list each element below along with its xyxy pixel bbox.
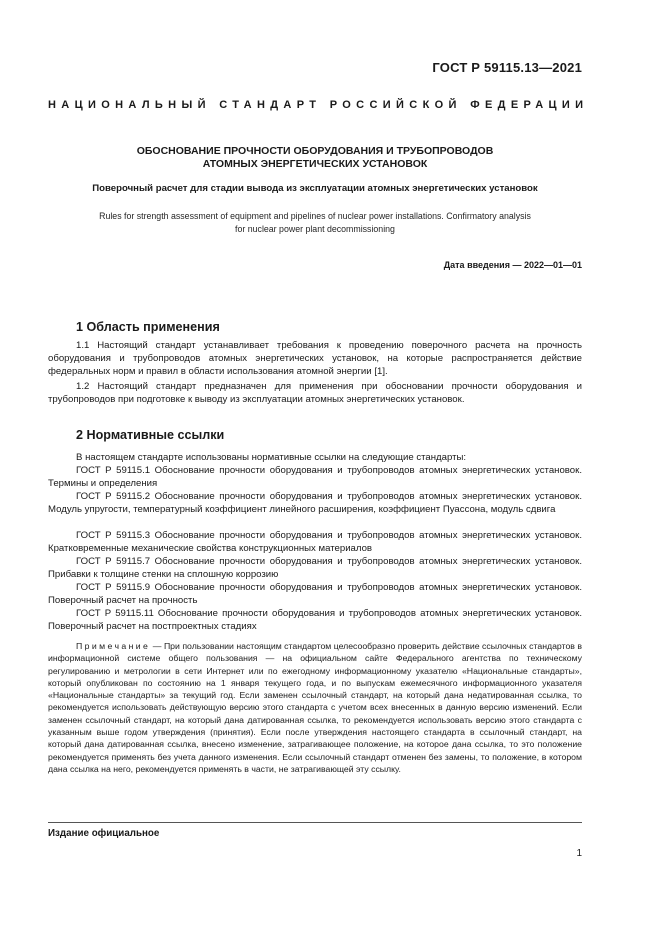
note-text: — При пользовании настоящим стандартом целесообразно проверить действие ссылочных стандартов в информационной системе общего пользования — на официальном сайте Федерального агентства по техническому регулированию и метрологии в сети Интернет или по ежегодному информационному указателю «Национальные стандарты», который опубликован по состоянию на 1 января текущего года, и по выпускам ежемесячного информационного указателя «Национальные стандарты» за текущий год. Если заменен ссылочный стандарт, на который дана недатированная ссылка, то рекомендуется использовать действующую версию этого стандарта с учетом всех внесенных в данную версию изменений. Если заменен ссылочный стандарт, на который дана датированная ссылка, то рекомендуется использовать версию этого стандарта с указанным выше годом утверждения (принятия). Если после утверждения настоящего стандарта в ссылочный стандарт, на который дана датированная ссылка, внесено изменение, затрагивающее положение, на которое дана ссылка, то это положение рекомендуется применять без учета данного изменения. Если ссылочный стандарт отменен без замены, то положение, в котором дана ссылка на него, рекомендуется применять в части, не затрагивающей эту ссылку. [48, 641, 582, 774]
introduction-date: Дата введения — 2022—01—01 [443, 260, 582, 270]
reference-text: ГОСТ Р 59115.3 Обоснование прочности оборудования и трубопроводов атомных энергетических установок. Кратковременные механические свойства конструкционных материалов [48, 530, 582, 554]
english-title-line-2: for nuclear power plant decommissioning [235, 223, 395, 234]
section-1-paragraph-2 [48, 381, 582, 407]
page-number: 1 [576, 848, 582, 859]
section-2-intro [48, 452, 582, 465]
note-paragraph [48, 640, 582, 775]
reference-item [48, 556, 582, 582]
reference-text: ГОСТ Р 59115.9 Обоснование прочности оборудования и трубопроводов атомных энергетических установок. Поверочный расчет на прочность [48, 582, 582, 606]
section-2-intro-text: В настоящем стандарте использованы нормативные ссылки на следующие стандарты: [76, 452, 467, 463]
document-subtitle: Поверочный расчет для стадии вывода из эксплуатации атомных энергетических установок [92, 183, 538, 194]
section-1-paragraph-1-text: 1.1 Настоящий стандарт устанавливает требования к проведению поверочного расчета на прочность оборудования и трубопроводов атомных энергетических установок, на которые распространяется действие федеральных норм и правил в области использования атомной энергии [1]. [48, 340, 582, 377]
title-line-1: ОБОСНОВАНИЕ ПРОЧНОСТИ ОБОРУДОВАНИЯ И ТРУБОПРОВОДОВ [136, 145, 494, 157]
english-title-line-1: Rules for strength assessment of equipment and pipelines of nuclear power installations. Confirmatory analysis [99, 211, 531, 221]
section-2-heading: 2 Нормативные ссылки [76, 428, 225, 442]
reference-item [48, 582, 582, 608]
footer-divider [48, 822, 582, 823]
reference-item [48, 491, 582, 517]
reference-item [48, 608, 582, 634]
reference-item [48, 530, 582, 556]
note-label: Примечание [76, 641, 151, 651]
reference-text: ГОСТ Р 59115.2 Обоснование прочности оборудования и трубопроводов атомных энергетических установок. Модуль упругости, температурный коэффициент линейного расширения, коэффициент Пуассона, модуль сдвига [48, 491, 582, 515]
reference-text: ГОСТ Р 59115.1 Обоснование прочности оборудования и трубопроводов атомных энергетических установок. Термины и определения [48, 465, 582, 489]
edition-label: Издание официальное [48, 828, 160, 839]
english-title [48, 210, 582, 235]
title-line-2: АТОМНЫХ ЭНЕРГЕТИЧЕСКИХ УСТАНОВОК [202, 158, 428, 170]
standard-banner: НАЦИОНАЛЬНЫЙ СТАНДАРТ РОССИЙСКОЙ ФЕДЕРАЦИИ [48, 99, 589, 111]
section-1-paragraph-2-text: 1.2 Настоящий стандарт предназначен для применения при обосновании прочности оборудования и трубопроводов при подготовке к выводу из эксплуатации атомных энергетических установок. [48, 381, 582, 405]
reference-text: ГОСТ Р 59115.11 Обоснование прочности оборудования и трубопроводов атомных энергетических установок. Поверочный расчет на постпроектных стадиях [48, 608, 582, 632]
reference-text: ГОСТ Р 59115.7 Обоснование прочности оборудования и трубопроводов атомных энергетических установок. Прибавки к толщине стенки на сплошную коррозию [48, 556, 582, 580]
reference-item [48, 465, 582, 491]
document-title [48, 145, 582, 171]
document-number: ГОСТ Р 59115.13—2021 [432, 60, 582, 75]
section-1-heading: 1 Область применения [76, 320, 220, 334]
section-1-paragraph-1 [48, 340, 582, 379]
